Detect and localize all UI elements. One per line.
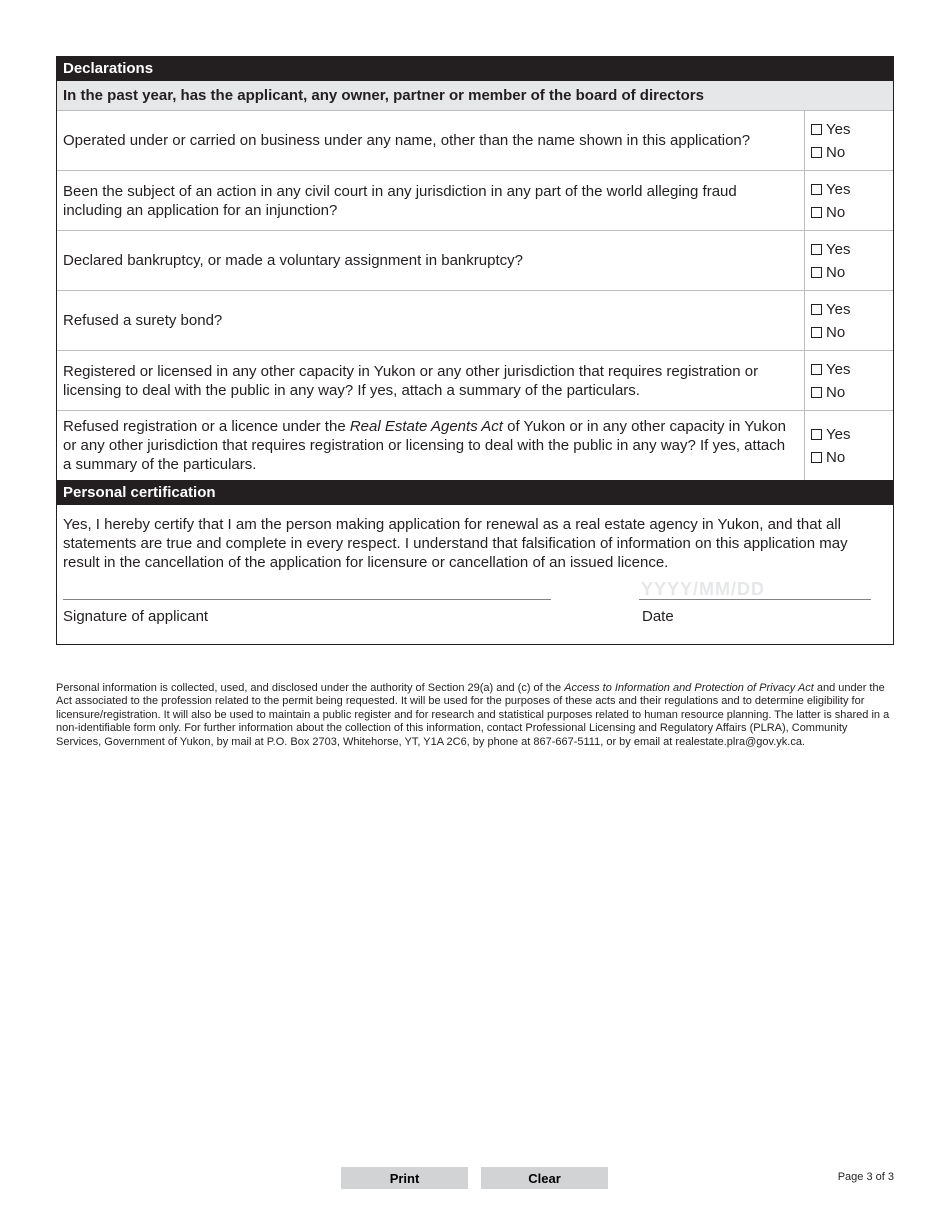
signature-label: Signature of applicant <box>63 608 209 625</box>
declaration-question-6 <box>57 411 805 480</box>
certification-text: Yes, I hereby certify that I am the person making application for renewal as a real estate agency in Yukon, and that all statements are true and complete in every respect. I understand that falsification of information on this application may result in the cancellation of the application for licensure or cancellation of an issued licence. <box>63 516 848 571</box>
declaration-question-1: Operated under or carried on business under any name, other than the name shown in this application? <box>57 111 805 170</box>
privacy-act-name: Access to Information and Protection of Privacy Act <box>564 682 814 694</box>
declarations-header: Declarations <box>57 56 893 81</box>
declaration-row-2 <box>57 171 893 231</box>
q5-no-checkbox[interactable] <box>811 387 822 398</box>
act-name: Real Estate Agents Act <box>349 418 503 435</box>
page-number: Page 3 of 3 <box>837 1171 894 1183</box>
q3-no-checkbox[interactable] <box>811 267 822 278</box>
q6-no-checkbox[interactable] <box>811 452 822 463</box>
q1-yes-checkbox[interactable] <box>811 124 822 135</box>
q1-no-label: No <box>826 143 846 161</box>
declaration-row-1 <box>57 111 893 171</box>
declaration-question-2: Been the subject of an action in any civil court in any jurisdiction in any part of the world alleging fraud including an application for an injunction? <box>57 171 805 230</box>
privacy-text-after: and under the Act associated to the profession related to the permit being requested. It will be used for the purposes of these acts and their regulations and to determine eligibility for licensure/registration. It will also be used to maintain a public register and for research and statistical purposes related to human resource planning. The latter is shared in a non-identifiable form only. For further information about the collection of this information, contact Professional Licensing and Regulatory Affairs (PLRA), Community Services, Government of Yukon, by mail at P.O. Box 2703, Whitehorse, YT, Y1A 2C6, by phone at 867-667-5111, or by email at realestate.plra@gov.yk.ca. <box>56 682 890 748</box>
declaration-answer-2 <box>805 171 893 230</box>
declaration-row-4 <box>57 291 893 351</box>
q2-no-checkbox[interactable] <box>811 207 822 218</box>
declaration-answer-3 <box>805 231 893 290</box>
declaration-row-3 <box>57 231 893 291</box>
declaration-question-3: Declared bankruptcy, or made a voluntary assignment in bankruptcy? <box>57 231 805 290</box>
q4-yes-checkbox[interactable] <box>811 304 822 315</box>
q5-yes-checkbox[interactable] <box>811 364 822 375</box>
declaration-question-4: Refused a surety bond? <box>57 291 805 350</box>
q6-text-after: of Yukon or in any other capacity in Yukon or any other jurisdiction that requires registration or licensing to deal with the public in any way? If yes, attach a summary of the particulars. <box>63 418 786 473</box>
q3-yes-label: Yes <box>826 240 851 258</box>
declaration-answer-6 <box>805 411 893 480</box>
q5-yes-label: Yes <box>826 360 851 378</box>
q4-yes-label: Yes <box>826 300 851 318</box>
declaration-row-5 <box>57 351 893 411</box>
privacy-text-before: Personal information is collected, used, and disclosed under the authority of Section 29(a) and (c) of the <box>56 682 565 694</box>
clear-button[interactable]: Clear <box>481 1167 608 1189</box>
declarations-subheader: In the past year, has the applicant, any owner, partner or member of the board of directors <box>57 81 893 111</box>
declaration-row-6 <box>57 411 893 480</box>
date-input[interactable] <box>639 579 871 600</box>
q6-text-before: Refused registration or a licence under the <box>63 418 350 435</box>
declaration-answer-5 <box>805 351 893 410</box>
q3-no-label: No <box>826 263 846 281</box>
declaration-answer-4 <box>805 291 893 350</box>
declaration-question-5: Registered or licensed in any other capacity in Yukon or any other jurisdiction that requires registration or licensing to deal with the public in any way? If yes, attach a summary of the particulars. <box>57 351 805 410</box>
q6-no-label: No <box>826 448 846 466</box>
declarations-form <box>56 56 894 645</box>
signature-line[interactable] <box>63 599 551 600</box>
q6-yes-checkbox[interactable] <box>811 429 822 440</box>
q6-yes-label: Yes <box>826 425 851 443</box>
signature-area <box>63 572 887 644</box>
q2-yes-checkbox[interactable] <box>811 184 822 195</box>
q5-no-label: No <box>826 383 846 401</box>
q4-no-checkbox[interactable] <box>811 327 822 338</box>
date-label: Date <box>642 608 674 625</box>
q1-no-checkbox[interactable] <box>811 147 822 158</box>
q3-yes-checkbox[interactable] <box>811 244 822 255</box>
print-button[interactable]: Print <box>341 1167 468 1189</box>
q1-yes-label: Yes <box>826 120 851 138</box>
declaration-answer-1 <box>805 111 893 170</box>
q2-no-label: No <box>826 203 846 221</box>
privacy-notice <box>56 682 892 749</box>
q4-no-label: No <box>826 323 846 341</box>
certification-section <box>57 505 893 645</box>
q2-yes-label: Yes <box>826 180 851 198</box>
certification-header: Personal certification <box>57 480 893 505</box>
